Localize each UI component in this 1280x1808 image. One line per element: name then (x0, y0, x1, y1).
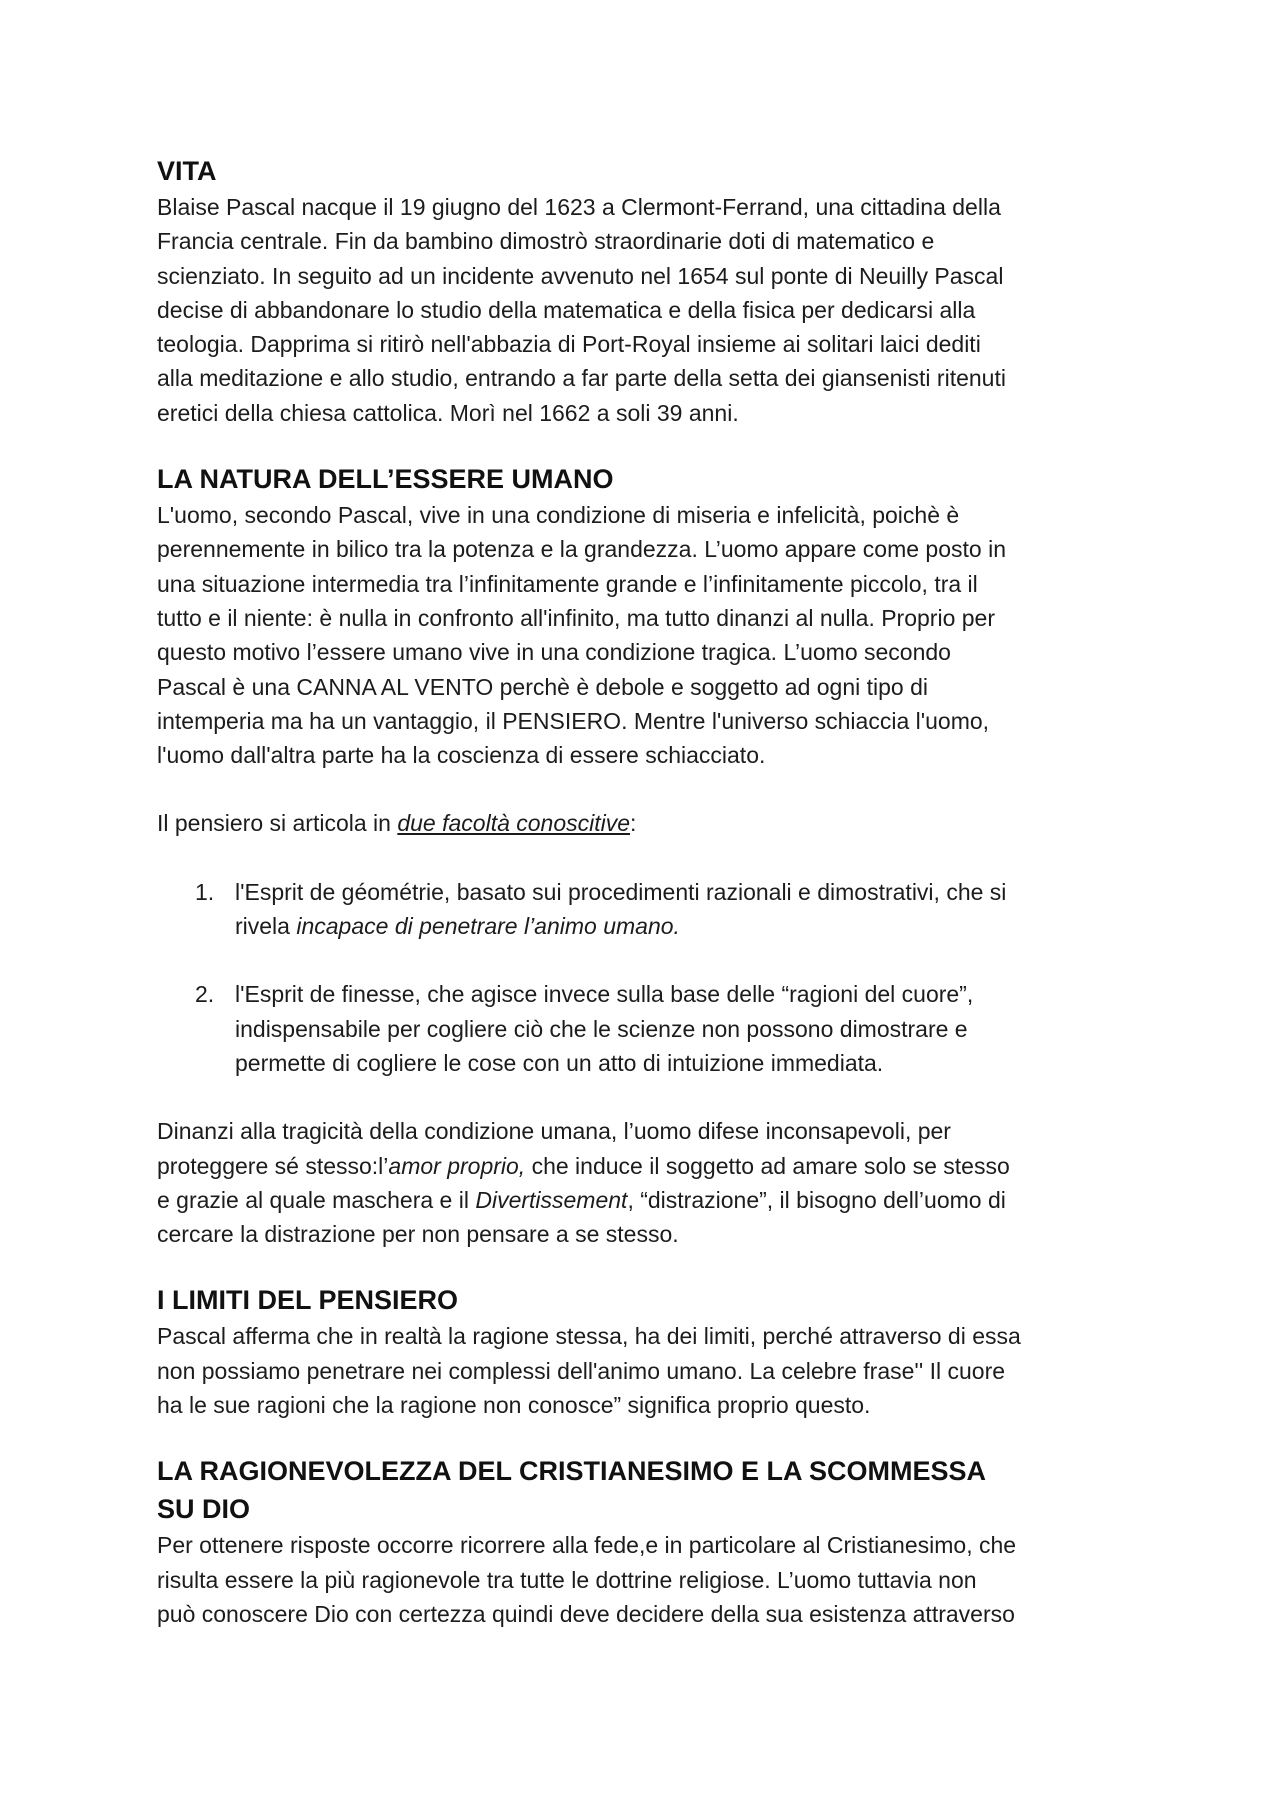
paragraph-closing (157, 1114, 1137, 1251)
text-line: L'uomo, secondo Pascal, vive in una condizione di miseria e infelicità, poichè è (157, 502, 960, 529)
text-line (157, 1149, 1137, 1183)
italic-span: incapace di penetrare l’animo umano. (296, 913, 680, 940)
section-title-vita: VITA (157, 156, 217, 186)
italic-span: amor proprio, (388, 1152, 526, 1179)
intro-colon: : (630, 810, 637, 837)
list-number: 1. (195, 878, 215, 905)
text-line: permette di cogliere le cose con un atto di intuizione immediata. (235, 1049, 884, 1076)
list-number: 2. (195, 981, 215, 1008)
section-title-limiti: I LIMITI DEL PENSIERO (157, 1285, 459, 1316)
text-line: Dinanzi alla tragicità della condizione umana, l’uomo difese inconsapevoli, per (157, 1118, 951, 1145)
text-line: Pascal afferma che in realtà la ragione stessa, ha dei limiti, perché attraverso di essa (157, 1323, 1021, 1350)
text-line: una situazione intermedia tra l’infinitamente grande e l’infinitamente piccolo, tra il (157, 570, 978, 597)
text-line: decise di abbandonare lo studio della matematica e della fisica per dedicarsi alla (157, 296, 976, 323)
paragraph-intro-facolta (157, 806, 1137, 840)
text-line: teologia. Dapprima si ritirò nell'abbazia di Port-Royal insieme ai solitari laici dediti (157, 331, 981, 358)
text-span: e grazie al quale maschera e il (157, 1186, 476, 1213)
paragraph-vita (157, 190, 1137, 430)
text-line: Francia centrale. Fin da bambino dimostrò straordinarie doti di matematico e (157, 228, 935, 255)
numbered-list (157, 875, 1137, 1080)
text-span: proteggere sé stesso:l’ (157, 1152, 389, 1179)
text-span: , “distrazione”, il bisogno dell’uomo di (627, 1186, 1006, 1213)
intro-text: Il pensiero si articola in (157, 810, 398, 837)
text-line (157, 1183, 1137, 1217)
paragraph-ragionevolezza (157, 1528, 1137, 1631)
intro-emphasis: due facoltà conoscitive (397, 810, 631, 837)
text-line: può conoscere Dio con certezza quindi deve decidere della sua esistenza attraverso (157, 1600, 1015, 1627)
text-line: alla meditazione e allo studio, entrando a far parte della setta dei giansenisti ritenuti (157, 365, 1006, 392)
text-line: l'uomo dall'altra parte ha la coscienza di essere schiacciato. (157, 742, 766, 769)
text-span: rivela (235, 913, 297, 940)
document-body (157, 152, 1137, 1631)
paragraph-natura (157, 498, 1137, 772)
text-line: Per ottenere risposte occorre ricorrere alla fede,e in particolare al Cristianesimo, che (157, 1532, 1017, 1559)
text-line: ha le sue ragioni che la ragione non conosce” significa proprio questo. (157, 1392, 871, 1419)
text-line: risulta essere la più ragionevole tra tutte le dottrine religiose. L’uomo tuttavia non (157, 1566, 977, 1593)
text-line: perennemente in bilico tra la potenza e la grandezza. L’uomo appare come posto in (157, 536, 1006, 563)
paragraph-limiti (157, 1319, 1137, 1422)
text-line: cercare la distrazione per non pensare a se stesso. (157, 1221, 679, 1248)
text-line: questo motivo l’essere umano vive in una condizione tragica. L’uomo secondo (157, 639, 951, 666)
section-title-natura: LA NATURA DELL’ESSERE UMANO (157, 464, 614, 495)
list-item (157, 875, 1137, 944)
list-item (157, 977, 1137, 1080)
text-line: tutto e il niente: è nulla in confronto all'infinito, ma tutto dinanzi al nulla. Proprio per (157, 604, 995, 631)
text-line: Pascal è una CANNA AL VENTO perchè è debole e soggetto ad ogni tipo di (157, 673, 928, 700)
text-line: l'Esprit de finesse, che agisce invece sulla base delle “ragioni del cuore”, (235, 981, 974, 1008)
text-line: Blaise Pascal nacque il 19 giugno del 1623 a Clermont-Ferrand, una cittadina della (157, 194, 1001, 220)
text-line: eretici della chiesa cattolica. Morì nel 1662 a soli 39 anni. (157, 399, 739, 426)
text-line: l'Esprit de géométrie, basato sui procedimenti razionali e dimostrativi, che si (235, 878, 1007, 905)
text-line: intemperia ma ha un vantaggio, il PENSIERO. Mentre l'universo schiaccia l'uomo, (157, 707, 990, 734)
text-line (235, 909, 1137, 943)
title-line: LA RAGIONEVOLEZZA DEL CRISTIANESIMO E LA SCOMMESSA (157, 1456, 987, 1487)
section-title-ragionevolezza (157, 1452, 1137, 1528)
text-line: non possiamo penetrare nei complessi dell'animo umano. La celebre frase'' Il cuore (157, 1357, 1006, 1384)
text-span: che induce il soggetto ad amare solo se stesso (525, 1152, 1010, 1179)
text-line: indispensabile per cogliere ciò che le scienze non possono dimostrare e (235, 1015, 968, 1042)
text-line: scienziato. In seguito ad un incidente avvenuto nel 1654 sul ponte di Neuilly Pascal (157, 262, 1004, 289)
title-line: SU DIO (157, 1494, 251, 1525)
italic-span: Divertissement (475, 1186, 628, 1213)
